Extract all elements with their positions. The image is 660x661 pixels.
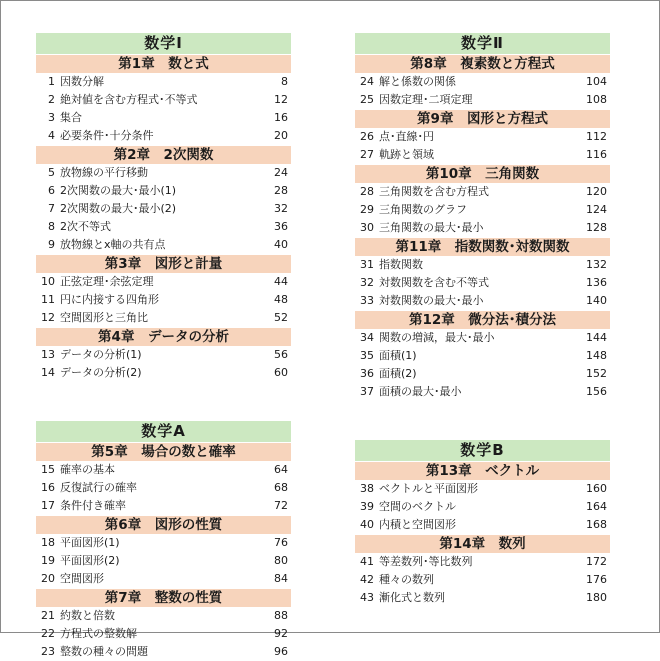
entry-number: 43 xyxy=(360,591,374,604)
entry-page-number: 172 xyxy=(586,555,607,568)
entry-page-number: 144 xyxy=(586,331,607,344)
entry-number: 34 xyxy=(360,331,374,344)
entry-title: 空間図形 xyxy=(60,572,104,585)
entry-page-number: 132 xyxy=(586,258,607,271)
subject-heading: 数学Ⅱ xyxy=(355,33,610,54)
entry-page-number: 148 xyxy=(586,349,607,362)
entry-page-number: 140 xyxy=(586,294,607,307)
entry-number: 1 xyxy=(48,75,55,88)
entry-title: 方程式の整数解 xyxy=(60,627,137,640)
entry-title: 関数の増減，最大･最小 xyxy=(379,331,495,344)
toc-entry xyxy=(36,364,291,382)
entry-page-number: 84 xyxy=(274,572,288,585)
entry-page-number: 152 xyxy=(586,367,607,380)
entry-number: 20 xyxy=(41,572,55,585)
entry-title: 2次関数の最大･最小(2) xyxy=(60,202,177,215)
entry-number: 29 xyxy=(360,203,374,216)
entry-title: 対数関数の最大･最小 xyxy=(379,294,484,307)
entry-title: 種々の数列 xyxy=(379,573,434,586)
entry-title: 反復試行の確率 xyxy=(60,481,137,494)
entry-title: ベクトルと平面図形 xyxy=(379,482,478,495)
toc-entry xyxy=(36,291,291,309)
entry-page-number: 68 xyxy=(274,481,288,494)
entry-title: 円に内接する四角形 xyxy=(60,293,159,306)
toc-entry xyxy=(355,347,610,365)
toc-entry xyxy=(36,273,291,291)
toc-entry xyxy=(355,201,610,219)
entry-number: 19 xyxy=(41,554,55,567)
entry-page-number: 168 xyxy=(586,518,607,531)
entry-number: 23 xyxy=(41,645,55,658)
chapter-heading: 第9章 図形と方程式 xyxy=(355,110,610,128)
entry-title: 因数分解 xyxy=(60,75,104,88)
toc-entry xyxy=(36,200,291,218)
entry-page-number: 88 xyxy=(274,609,288,622)
toc-entry xyxy=(355,219,610,237)
toc-entry xyxy=(36,461,291,479)
toc-entry xyxy=(355,553,610,571)
toc-entry xyxy=(355,589,610,607)
chapter-heading: 第5章 場合の数と確率 xyxy=(36,443,291,461)
entry-page-number: 116 xyxy=(586,148,607,161)
entry-title: データの分析(2) xyxy=(60,366,142,379)
toc-entry xyxy=(355,292,610,310)
entry-title: 空間のベクトル xyxy=(379,500,456,513)
toc-entry xyxy=(36,91,291,109)
entry-number: 40 xyxy=(360,518,374,531)
toc-entry xyxy=(36,625,291,643)
entry-number: 41 xyxy=(360,555,374,568)
toc-entry xyxy=(36,236,291,254)
entry-title: 面積の最大･最小 xyxy=(379,385,462,398)
entry-number: 35 xyxy=(360,349,374,362)
chapter-heading: 第3章 図形と計量 xyxy=(36,255,291,273)
entry-title: 2次不等式 xyxy=(60,220,111,233)
section-spacer xyxy=(36,382,291,421)
toc-entry xyxy=(355,146,610,164)
entry-number: 3 xyxy=(48,111,55,124)
entry-title: 約数と倍数 xyxy=(60,609,115,622)
entry-title: 軌跡と領域 xyxy=(379,148,434,161)
entry-number: 9 xyxy=(48,238,55,251)
entry-page-number: 20 xyxy=(274,129,288,142)
subject-heading: 数学Ⅰ xyxy=(36,33,291,54)
entry-number: 39 xyxy=(360,500,374,513)
chapter-heading: 第2章 2次関数 xyxy=(36,146,291,164)
chapter-heading: 第4章 データの分析 xyxy=(36,328,291,346)
chapter-heading: 第13章 ベクトル xyxy=(355,462,610,480)
entry-title: 等差数列･等比数列 xyxy=(379,555,473,568)
entry-page-number: 52 xyxy=(274,311,288,324)
entry-number: 42 xyxy=(360,573,374,586)
toc-entry xyxy=(36,479,291,497)
entry-title: 内積と空間図形 xyxy=(379,518,456,531)
entry-page-number: 24 xyxy=(274,166,288,179)
entry-number: 8 xyxy=(48,220,55,233)
entry-title: 対数関数を含む不等式 xyxy=(379,276,489,289)
entry-title: 正弦定理･余弦定理 xyxy=(60,275,154,288)
entry-title: 平面図形(2) xyxy=(60,554,120,567)
entry-number: 12 xyxy=(41,311,55,324)
toc-entry xyxy=(355,365,610,383)
entry-page-number: 164 xyxy=(586,500,607,513)
toc-entry xyxy=(36,607,291,625)
toc-entry xyxy=(36,218,291,236)
toc-entry xyxy=(36,497,291,515)
chapter-heading: 第7章 整数の性質 xyxy=(36,589,291,607)
entry-page-number: 44 xyxy=(274,275,288,288)
toc-entry xyxy=(36,182,291,200)
entry-title: 絶対値を含む方程式･不等式 xyxy=(60,93,198,106)
entry-page-number: 64 xyxy=(274,463,288,476)
toc-entry xyxy=(355,329,610,347)
entry-title: 三角関数を含む方程式 xyxy=(379,185,489,198)
entry-number: 25 xyxy=(360,93,374,106)
entry-title: データの分析(1) xyxy=(60,348,142,361)
entry-title: 指数関数 xyxy=(379,258,423,271)
entry-number: 6 xyxy=(48,184,55,197)
entry-number: 28 xyxy=(360,185,374,198)
section-spacer xyxy=(355,401,610,440)
toc-entry xyxy=(355,571,610,589)
entry-number: 21 xyxy=(41,609,55,622)
entry-title: 平面図形(1) xyxy=(60,536,120,549)
toc-entry xyxy=(36,73,291,91)
entry-number: 5 xyxy=(48,166,55,179)
entry-page-number: 120 xyxy=(586,185,607,198)
entry-title: 三角関数のグラフ xyxy=(379,203,467,216)
entry-number: 22 xyxy=(41,627,55,640)
entry-number: 24 xyxy=(360,75,374,88)
entry-page-number: 180 xyxy=(586,591,607,604)
entry-page-number: 108 xyxy=(586,93,607,106)
entry-page-number: 76 xyxy=(274,536,288,549)
toc-entry xyxy=(36,643,291,661)
entry-page-number: 32 xyxy=(274,202,288,215)
toc-entry xyxy=(355,256,610,274)
entry-title: 空間図形と三角比 xyxy=(60,311,148,324)
toc-entry xyxy=(355,498,610,516)
chapter-heading: 第6章 図形の性質 xyxy=(36,516,291,534)
entry-title: 整数の種々の問題 xyxy=(60,645,148,658)
chapter-heading: 第1章 数と式 xyxy=(36,55,291,73)
toc-entry xyxy=(355,128,610,146)
toc-entry xyxy=(36,309,291,327)
entry-number: 38 xyxy=(360,482,374,495)
chapter-heading: 第10章 三角関数 xyxy=(355,165,610,183)
toc-entry xyxy=(355,274,610,292)
entry-page-number: 136 xyxy=(586,276,607,289)
entry-page-number: 124 xyxy=(586,203,607,216)
entry-page-number: 80 xyxy=(274,554,288,567)
entry-page-number: 56 xyxy=(274,348,288,361)
entry-number: 4 xyxy=(48,129,55,142)
entry-title: 因数定理･二項定理 xyxy=(379,93,473,106)
entry-number: 15 xyxy=(41,463,55,476)
entry-page-number: 176 xyxy=(586,573,607,586)
entry-number: 32 xyxy=(360,276,374,289)
entry-page-number: 48 xyxy=(274,293,288,306)
entry-number: 13 xyxy=(41,348,55,361)
entry-page-number: 112 xyxy=(586,130,607,143)
toc-column-right xyxy=(355,33,610,607)
entry-title: 確率の基本 xyxy=(60,463,115,476)
toc-entry xyxy=(36,534,291,552)
chapter-heading: 第12章 微分法･積分法 xyxy=(355,311,610,329)
toc-entry xyxy=(355,183,610,201)
entry-number: 16 xyxy=(41,481,55,494)
toc-entry xyxy=(36,127,291,145)
chapter-heading: 第14章 数列 xyxy=(355,535,610,553)
entry-number: 18 xyxy=(41,536,55,549)
entry-title: 漸化式と数列 xyxy=(379,591,445,604)
entry-page-number: 28 xyxy=(274,184,288,197)
entry-title: 必要条件･十分条件 xyxy=(60,129,154,142)
entry-number: 7 xyxy=(48,202,55,215)
entry-page-number: 60 xyxy=(274,366,288,379)
entry-number: 31 xyxy=(360,258,374,271)
toc-entry xyxy=(355,516,610,534)
toc-entry xyxy=(36,552,291,570)
entry-title: 点･直線･円 xyxy=(379,130,434,143)
toc-entry xyxy=(36,164,291,182)
toc-entry xyxy=(355,480,610,498)
entry-number: 27 xyxy=(360,148,374,161)
toc-entry xyxy=(355,73,610,91)
toc-entry xyxy=(355,91,610,109)
toc-column-left xyxy=(36,33,291,661)
entry-page-number: 128 xyxy=(586,221,607,234)
entry-number: 37 xyxy=(360,385,374,398)
entry-number: 14 xyxy=(41,366,55,379)
entry-page-number: 12 xyxy=(274,93,288,106)
entry-title: 集合 xyxy=(60,111,82,124)
entry-title: 放物線の平行移動 xyxy=(60,166,148,179)
toc-entry xyxy=(36,570,291,588)
entry-page-number: 40 xyxy=(274,238,288,251)
entry-page-number: 16 xyxy=(274,111,288,124)
entry-number: 33 xyxy=(360,294,374,307)
entry-page-number: 8 xyxy=(281,75,288,88)
subject-heading: 数学A xyxy=(36,421,291,442)
entry-title: 面積(1) xyxy=(379,349,417,362)
entry-number: 36 xyxy=(360,367,374,380)
entry-title: 三角関数の最大･最小 xyxy=(379,221,484,234)
toc-entry xyxy=(36,109,291,127)
entry-number: 30 xyxy=(360,221,374,234)
entry-title: 面積(2) xyxy=(379,367,417,380)
entry-number: 2 xyxy=(48,93,55,106)
subject-heading: 数学B xyxy=(355,440,610,461)
entry-page-number: 156 xyxy=(586,385,607,398)
toc-entry xyxy=(355,383,610,401)
entry-page-number: 104 xyxy=(586,75,607,88)
entry-page-number: 160 xyxy=(586,482,607,495)
chapter-heading: 第11章 指数関数･対数関数 xyxy=(355,238,610,256)
entry-title: 2次関数の最大･最小(1) xyxy=(60,184,177,197)
entry-title: 放物線とx軸の共有点 xyxy=(60,238,166,251)
entry-number: 17 xyxy=(41,499,55,512)
entry-number: 10 xyxy=(41,275,55,288)
entry-page-number: 92 xyxy=(274,627,288,640)
entry-page-number: 36 xyxy=(274,220,288,233)
entry-page-number: 96 xyxy=(274,645,288,658)
entry-page-number: 72 xyxy=(274,499,288,512)
chapter-heading: 第8章 複素数と方程式 xyxy=(355,55,610,73)
entry-number: 11 xyxy=(41,293,55,306)
toc-entry xyxy=(36,346,291,364)
entry-title: 条件付き確率 xyxy=(60,499,126,512)
entry-number: 26 xyxy=(360,130,374,143)
entry-title: 解と係数の関係 xyxy=(379,75,456,88)
